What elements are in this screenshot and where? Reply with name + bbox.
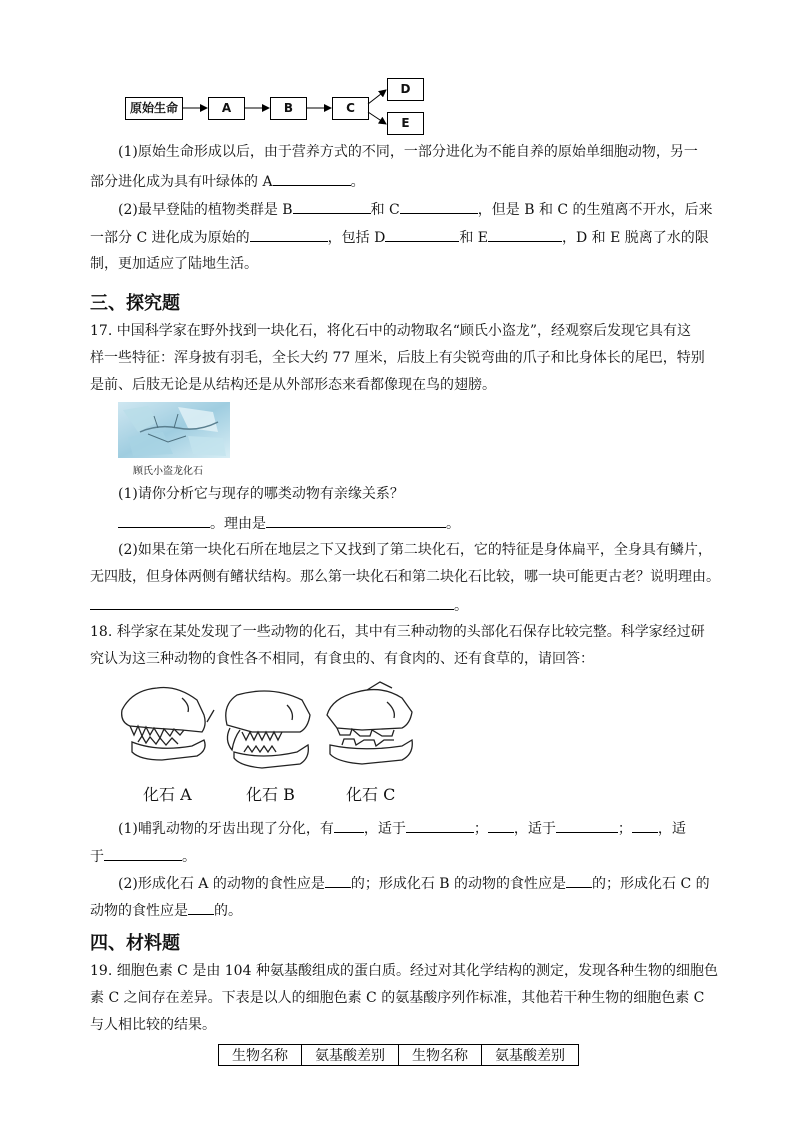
q17-part1-question: (1)请你分析它与现存的哪类动物有亲缘关系？ bbox=[118, 486, 404, 502]
skull-fossil-b bbox=[226, 691, 310, 768]
q18-part2-text: 动物的食性应是 bbox=[90, 903, 188, 919]
q18-part1-text: ，适于 bbox=[363, 821, 406, 837]
flow-box-e: E bbox=[387, 112, 424, 135]
skull-fossil-a bbox=[122, 688, 214, 761]
q18-part1-line1 bbox=[118, 817, 686, 839]
q18-part1-line2 bbox=[90, 845, 196, 867]
q16-punct: 。 bbox=[350, 174, 365, 190]
q16-part2-line3: 制，更加适应了陆地生活。 bbox=[90, 256, 258, 272]
q17-part2-answer-line bbox=[90, 594, 468, 616]
section-heading-material: 四、材料题 bbox=[90, 933, 180, 954]
q16-part2-text: 和 E bbox=[459, 230, 488, 246]
flow-box-b: B bbox=[270, 97, 307, 120]
answer-blank[interactable] bbox=[273, 170, 351, 186]
answer-blank[interactable] bbox=[188, 899, 214, 915]
answer-blank[interactable] bbox=[118, 512, 210, 528]
q17-punct: 。 bbox=[446, 516, 460, 532]
q17-stem-line1: 17. 中国科学家在野外找到一块化石，将化石中的动物取名“顾氏小盗龙”，经观察后发现它具有这 bbox=[90, 323, 692, 339]
fossil-a-label: 化石 A bbox=[143, 785, 192, 804]
q19-stem-line2: 素 C 之间存在差异。下表是以人的细胞色素 C 的氨基酸序列作标准，其他若干种生物的细胞色素 C bbox=[90, 990, 705, 1006]
answer-blank[interactable] bbox=[556, 817, 618, 833]
q17-stem-line3: 是前、后肢无论是从结构还是从外部形态来看都像现在鸟的翅膀。 bbox=[90, 377, 496, 393]
skull-fossil-c bbox=[327, 682, 412, 764]
answer-blank[interactable] bbox=[566, 872, 592, 888]
flow-box-origin: 原始生命 bbox=[125, 97, 183, 120]
table-header-cell: 生物名称 bbox=[399, 1045, 482, 1066]
q16-part2-line1 bbox=[118, 198, 713, 220]
answer-blank[interactable] bbox=[488, 817, 514, 833]
section-heading-inquiry: 三、探究题 bbox=[90, 293, 180, 314]
q16-part1-line2 bbox=[90, 170, 365, 192]
q18-part1-text: ； bbox=[473, 821, 488, 837]
q18-stem-line2: 究认为这三种动物的食性各不相同，有食虫的、有食肉的、还有食草的，请回答： bbox=[90, 651, 594, 667]
q18-part2-line2 bbox=[90, 899, 242, 921]
q18-part2-text: 的；形成化石 B 的动物的食性应是 bbox=[350, 876, 567, 892]
table-header-cell: 生物名称 bbox=[219, 1045, 302, 1066]
q18-part1-text: ，适 bbox=[657, 821, 686, 837]
table-header-cell: 氨基酸差别 bbox=[482, 1045, 579, 1066]
answer-blank[interactable] bbox=[406, 817, 474, 833]
q18-part1-text: ，适于 bbox=[513, 821, 556, 837]
flow-box-a: A bbox=[208, 97, 245, 120]
q16-part2-text: ，但是 B 和 C 的生殖离不开水，后来 bbox=[477, 202, 713, 218]
answer-blank[interactable] bbox=[632, 817, 658, 833]
q17-part1-answer-line bbox=[118, 512, 460, 534]
q16-part2-text: 和 C bbox=[370, 202, 400, 218]
answer-blank[interactable] bbox=[293, 198, 371, 214]
flow-arrows bbox=[0, 0, 794, 160]
q17-part1-text: 。理由是 bbox=[210, 516, 266, 532]
q18-part1-text: (1)哺乳动物的牙齿出现了分化，有 bbox=[118, 821, 334, 837]
flow-box-c: C bbox=[332, 97, 369, 120]
flow-box-d: D bbox=[387, 78, 424, 101]
q17-part2-line1: (2)如果在第一块化石所在地层之下又找到了第二块化石，它的特征是身体扁平，全身具有鳞片， bbox=[118, 542, 712, 558]
fossil-caption: 顾氏小盗龙化石 bbox=[133, 466, 203, 477]
answer-blank[interactable] bbox=[325, 872, 351, 888]
q17-stem-line2: 样一些特征：浑身披有羽毛，全长大约 77 厘米，后肢上有尖锐弯曲的爪子和比身体长的尾巴，特别 bbox=[90, 350, 705, 366]
q17-part2-line2: 无四肢，但身体两侧有鳍状结构。那么第一块化石和第二块化石比较，哪一块可能更古老？说明理由。 bbox=[90, 569, 720, 585]
q18-part2-text: 的。 bbox=[214, 903, 242, 919]
q18-stem-line1: 18. 科学家在某处发现了一些动物的化石，其中有三种动物的头部化石保存比较完整。科学家经过研 bbox=[90, 624, 705, 640]
answer-blank[interactable] bbox=[90, 594, 454, 610]
fossil-b-label: 化石 B bbox=[246, 785, 295, 804]
q18-part1-text: ； bbox=[617, 821, 632, 837]
answer-blank[interactable] bbox=[334, 817, 364, 833]
cytochrome-comparison-table bbox=[218, 1044, 579, 1066]
q16-part2-line2 bbox=[90, 226, 709, 248]
q16-part1-line1: (1)原始生命形成以后，由于营养方式的不同，一部分进化为不能自养的原始单细胞动物，另一 bbox=[118, 144, 698, 160]
microraptor-fossil-image bbox=[118, 402, 230, 458]
q17-punct: 。 bbox=[454, 598, 468, 614]
q19-stem-line1: 19. 细胞色素 C 是由 104 种氨基酸组成的蛋白质。经过对其化学结构的测定，发现各种生物的细胞色 bbox=[90, 963, 718, 979]
answer-blank[interactable] bbox=[385, 226, 459, 242]
skull-fossils-image bbox=[112, 680, 422, 780]
q18-part2-line1 bbox=[118, 872, 710, 894]
table-header-row bbox=[219, 1045, 579, 1066]
q18-part2-text: 的；形成化石 C 的 bbox=[592, 876, 710, 892]
answer-blank[interactable] bbox=[488, 226, 562, 242]
answer-blank[interactable] bbox=[104, 845, 182, 861]
q18-part1-text: 于 bbox=[90, 849, 104, 865]
q16-part1-text: 部分进化成为具有叶绿体的 A bbox=[90, 174, 273, 190]
answer-blank[interactable] bbox=[400, 198, 478, 214]
answer-blank[interactable] bbox=[266, 512, 446, 528]
table-header-cell: 氨基酸差别 bbox=[302, 1045, 399, 1066]
q18-part2-text: (2)形成化石 A 的动物的食性应是 bbox=[118, 876, 325, 892]
q16-part2-text: ，包括 D bbox=[327, 230, 386, 246]
q18-punct: 。 bbox=[182, 849, 196, 865]
fossil-c-label: 化石 C bbox=[346, 785, 396, 804]
answer-blank[interactable] bbox=[250, 226, 328, 242]
q16-part2-text: ，D 和 E 脱离了水的限 bbox=[561, 230, 709, 246]
q16-part2-text: (2)最早登陆的植物类群是 B bbox=[118, 202, 293, 218]
q19-stem-line3: 与人相比较的结果。 bbox=[90, 1017, 216, 1033]
q16-part2-text: 一部分 C 进化成为原始的 bbox=[90, 230, 250, 246]
